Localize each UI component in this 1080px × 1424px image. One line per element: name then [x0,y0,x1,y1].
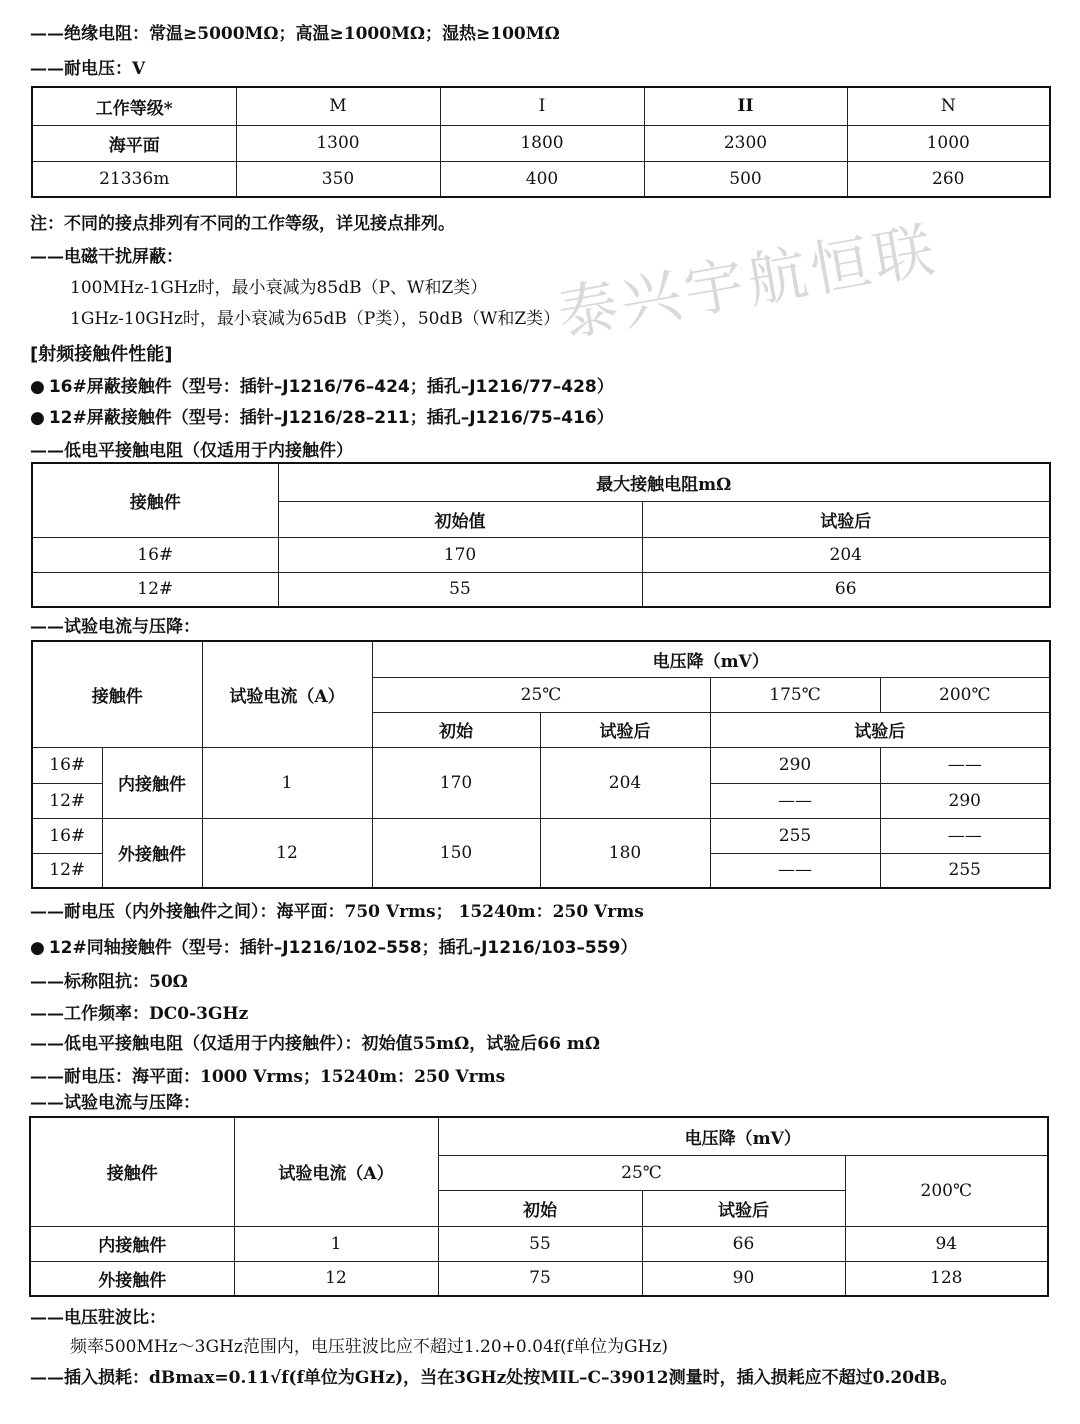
table1-cell: 350 [236,161,440,197]
table1-cell: 1300 [236,125,440,161]
table4-cell: 55 [438,1226,642,1261]
table4-cell: 75 [438,1261,642,1296]
table3-header-drop: 电压降（mV） [372,641,1050,677]
table1-cell: 海平面 [32,125,236,161]
table3-inner-after: 204 [540,747,710,818]
table3-header-175c: 175℃ [710,677,880,712]
table4-header-after: 试验后 [642,1190,845,1226]
table3-inner-label: 内接触件 [102,747,202,818]
table3-cell: 255 [880,853,1050,888]
rf-16-line: ● 16#屏蔽接触件（型号：插针–J1216/76–424；插孔–J1216/77–428） [30,375,614,399]
table3-cell: 255 [710,818,880,853]
frequency-line: ——工作频率：DC0-3GHz [30,1004,249,1024]
table1-header: 工作等级* [32,87,236,125]
table2-cell: 16# [32,537,278,572]
table3-cell: —— [710,853,880,888]
rf-12-line: ● 12#屏蔽接触件（型号：插针–J1216/28–211；插孔–J1216/75–416） [30,406,614,430]
table4-header-drop: 电压降（mV） [438,1117,1048,1155]
vswr-title: ——电压驻波比： [30,1308,166,1328]
emi-line-2: 1GHz-10GHz时，最小衰减为65dB（P类），50dB（W和Z类） [70,309,561,329]
table3-size: 16# [32,747,102,783]
table4-header-200c: 200℃ [845,1155,1048,1226]
table3-header-25c: 25℃ [372,677,710,712]
table2-cell: 55 [278,572,642,607]
table4-cell: 94 [845,1226,1048,1261]
vswr-text: 频率500MHz～3GHz范围内，电压驻波比应不超过1.20+0.04f(f单位为GHz) [70,1337,668,1357]
table4-cell: 66 [642,1226,845,1261]
test-current-line-1: ——试验电流与压降： [30,617,200,637]
withstand-line: ——耐电压：V [30,59,146,79]
table3-outer-initial: 150 [372,818,540,888]
table4-cell: 12 [234,1261,438,1296]
table3-cell: 290 [880,783,1050,818]
table4-header-initial: 初始 [438,1190,642,1226]
working-level-table [31,86,1051,198]
note-line: 注：不同的接点排列有不同的工作等级，详见接点排列。 [30,214,455,234]
table3-inner-initial: 170 [372,747,540,818]
table4-header-current: 试验电流（A） [234,1117,438,1226]
table1-cell: 21336m [32,161,236,197]
voltage-drop-table-1 [31,640,1051,889]
table3-cell: —— [880,818,1050,853]
table3-outer-after: 180 [540,818,710,888]
rf-section-title: [射频接触件性能] [30,344,173,365]
table2-cell: 170 [278,537,642,572]
table2-cell: 12# [32,572,278,607]
table4-header-contact: 接触件 [30,1117,234,1226]
low-level-line: ——低电平接触电阻（仅适用于内接触件） [30,441,353,461]
impedance-line: ——标称阻抗：50Ω [30,972,188,992]
table3-header-contact: 接触件 [32,641,202,747]
withstand-line-2: ——耐电压：海平面：1000 Vrms；15240m：250 Vrms [30,1067,506,1087]
table1-cell: 1800 [440,125,644,161]
table1-cell: 400 [440,161,644,197]
insertion-loss-line: ——插入损耗：dBmax=0.11√f(f单位为GHz)，当在3GHz处按MIL–C–39012测量时，插入损耗应不超过0.20dB。 [30,1368,958,1388]
table3-cell: —— [880,747,1050,783]
table4-cell: 内接触件 [30,1226,234,1261]
table3-cell: 290 [710,747,880,783]
table3-header-after: 试验后 [540,712,710,747]
table1-header: II [644,87,847,125]
table2-header-initial: 初始值 [278,501,642,537]
voltage-drop-table-2 [29,1116,1049,1297]
coax-12-line: ● 12#同轴接触件（型号：插针–J1216/102–558；插孔–J1216/103–559） [30,936,637,960]
low-level-line-2: ——低电平接触电阻（仅适用于内接触件）：初始值55mΩ，试验后66 mΩ [30,1034,600,1054]
table3-header-after-hot: 试验后 [710,712,1050,747]
table3-header-200c: 200℃ [880,677,1050,712]
table1-cell: 1000 [847,125,1050,161]
table1-header: M [236,87,440,125]
table3-size: 16# [32,818,102,853]
table4-cell: 128 [845,1261,1048,1296]
table1-cell: 500 [644,161,847,197]
table2-header-max: 最大接触电阻mΩ [278,463,1050,501]
test-current-line-2: ——试验电流与压降： [30,1093,200,1113]
table1-cell: 260 [847,161,1050,197]
table3-header-current: 试验电流（A） [202,641,372,747]
withstand-inner-outer-line: ——耐电压（内外接触件之间）：海平面：750 Vrms； 15240m：250 Vrms [30,902,644,922]
table3-size: 12# [32,783,102,818]
table3-cell: —— [710,783,880,818]
table3-outer-label: 外接触件 [102,818,202,888]
table4-cell: 90 [642,1261,845,1296]
emi-line-1: 100MHz-1GHz时，最小衰减为85dB（P、W和Z类） [70,278,488,298]
table4-cell: 外接触件 [30,1261,234,1296]
table3-header-initial: 初始 [372,712,540,747]
table2-header-contact: 接触件 [32,463,278,537]
table1-header: N [847,87,1050,125]
table2-cell: 204 [642,537,1050,572]
table1-cell: 2300 [644,125,847,161]
table3-size: 12# [32,853,102,888]
emi-title: ——电磁干扰屏蔽： [30,247,183,267]
table4-cell: 1 [234,1226,438,1261]
table2-cell: 66 [642,572,1050,607]
insulation-line: ——绝缘电阻：常温≥5000MΩ；高温≥1000MΩ；湿热≥100MΩ [30,24,560,44]
table3-outer-current: 12 [202,818,372,888]
watermark: 泰兴宇航恒联 [552,215,944,351]
table4-header-25c: 25℃ [438,1155,845,1190]
table1-header: I [440,87,644,125]
table2-header-after: 试验后 [642,501,1050,537]
table3-inner-current: 1 [202,747,372,818]
contact-resistance-table [31,462,1051,608]
